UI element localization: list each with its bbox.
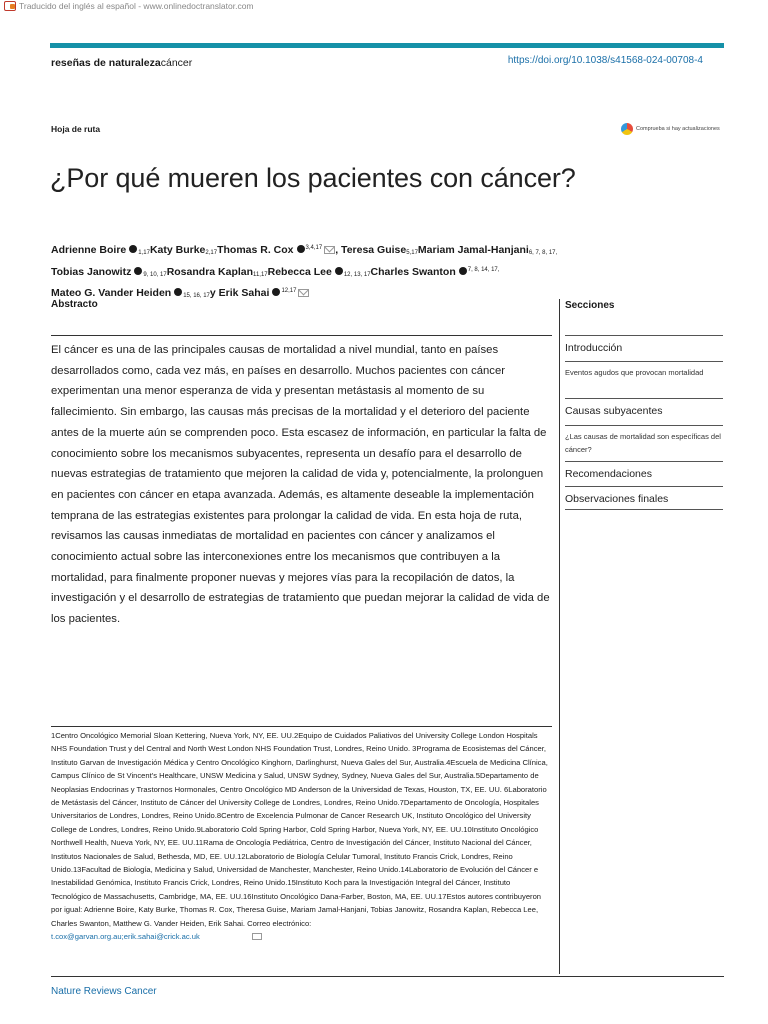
section-link[interactable]: Eventos agudos que provocan mortalidad xyxy=(565,361,723,398)
author-affiliation: 2,17 xyxy=(205,250,218,256)
orcid-icon[interactable] xyxy=(272,288,280,296)
author-name[interactable]: Adrienne Boire xyxy=(51,244,127,256)
section-link[interactable]: Introducción xyxy=(565,335,723,361)
author-name[interactable]: Katy Burke xyxy=(149,244,206,256)
column-divider xyxy=(559,299,560,974)
section-link[interactable]: Causas subyacentes xyxy=(565,398,723,425)
author-affiliation: 9, 10, 17 xyxy=(143,271,167,278)
author-name[interactable]: y Erik Sahai xyxy=(209,287,270,299)
author-name[interactable]: Rosandra Kaplan xyxy=(166,265,254,278)
updates-label: Comprueba si hay actualizaciones xyxy=(636,126,720,132)
footnote-divider xyxy=(51,726,552,727)
author-name[interactable]: Charles Swanton xyxy=(370,265,456,278)
orcid-icon[interactable] xyxy=(134,267,142,275)
orcid-icon[interactable] xyxy=(174,288,182,296)
author-affiliation: 15, 16, 17 xyxy=(183,293,210,299)
sections-heading: Secciones xyxy=(565,300,615,311)
author-name[interactable]: , Teresa Guise xyxy=(335,244,407,256)
author-affiliation: 7, 8, 14, 17, xyxy=(467,266,500,273)
doi-link[interactable]: https://doi.org/10.1038/s41568-024-00708-4 xyxy=(507,55,703,66)
abstract-text: El cáncer es una de las principales causas de mortalidad a nivel mundial, tanto en países desarrollados como, cada vez más, en países en desarrollo. Muchos pacientes con cáncer experimentan una menor esperanza de vida y presentan metástasis al momento de su fallecimiento. Sin embargo, las causas más precisas de la mortalidad y el deterioro del paciente antes de la muerte aún se comprenden poco. Esta escasez de información, en particular la falta de conocimiento sobre los mecanismos subyacentes, representa un desafío para el desarrollo de nuevas estrategias de tratamiento que mejoren la calidad de vida y, potencialmente, la prolonguen en pacientes con cáncer en etapa avanzada. Además, es altamente deseable la implementación temprana de las estrategias existentes para prolongar la calidad de vida. En esta hoja de ruta, revisamos las causas inmediatas de mortalidad en pacientes con cáncer y analizamos el conocimiento actual sobre las interconexiones entre los mecanismos que contribuyen a la mortalidad, para finalmente proponer nuevas y mejores vías para la recopilación de datos, la investigación y el desarrollo de estrategias de tratamiento que puedan mejorar la calidad de vida de los pacientes. xyxy=(51,344,550,626)
orcid-icon[interactable] xyxy=(335,267,343,275)
mail-icon[interactable] xyxy=(252,933,262,940)
author-name[interactable]: Rebecca Lee xyxy=(267,265,332,278)
section-link[interactable]: Recomendaciones xyxy=(565,461,723,486)
sections-nav xyxy=(565,335,723,510)
orcid-icon[interactable] xyxy=(459,267,467,275)
affiliations-footnote xyxy=(51,729,551,944)
orcid-icon[interactable] xyxy=(297,245,305,253)
footer-divider xyxy=(51,976,724,977)
updates-icon xyxy=(621,123,633,135)
author-name[interactable]: Mariam Jamal-Hanjani xyxy=(417,244,529,256)
author-affiliation: 5,17 xyxy=(406,250,418,256)
affiliations-text: 1Centro Oncológico Memorial Sloan Kettering, Nueva York, NY, EE. UU.2Equipo de Cuidados Paliativos del University College London Hospitals NHS Foundation Trust y del Central and North West London NHS Foundation Trust, Londres, Reino Unido. 3Programa de Ecosistemas del Cáncer, Instituto Garvan de Investigación Médica y Centro Oncológico Kinghorn, Darlinghurst, Nueva Gales del Sur, Australia.4Escuela de Medicina Clínica, Campus Clínico de St Vincent's Healthcare, UNSW Medicina y Salud, UNSW Sydney, Sydney, Nueva Gales del Sur, Australia.5Departamento de Neoplasias Endocrinas y Trastornos Hormonales, Centro Oncológico MD Anderson de la Universidad de Texas, Houston, TX, EE. UU. 6Laboratorio de Metástasis del Cáncer, Instituto de Cáncer del University College de Londres, Londres, Reino Unido.7Departamento de Oncología, Hospitales Universitarios de Londres, Londres, Reino Unido.8Centro de Excelencia Pulmonar de Cancer Research UK, Instituto Oncológico del University College de Londres, Londres, Reino Unido.9Laboratorio Cold Spring Harbor, Cold Spring Harbor, Nueva York, NY, EE. UU.10Instituto Oncológico Northwell Health, Nueva York, NY, EE. UU.11Rama de Oncología Pediátrica, Centro de Investigación del Cáncer, Instituto Nacional del Cáncer, Institutos Nacionales de Salud, Bethesda, MD, EE. UU.12Laboratorio de Biología Celular Tumoral, Instituto Francis Crick, Londres, Reino Unido.13Facultad de Biología, Medicina y Salud, Universidad de Manchester, Manchester, Reino Unido.14Laboratorio de Evolución del Cáncer e Inestabilidad Genómica, Instituto Francis Crick, Londres, Reino Unido.15Instituto Koch para la Investigación Integral del Cáncer, Instituto Tecnológico de Massachusetts, Cambridge, MA, EE. UU.16Instituto Oncológico Dana-Farber, Boston, MA, EE. UU.17Estos autores contribuyeron por igual: Adrienne Boire, Katy Burke, Thomas R. Cox, Theresa Guise, Mariam Jamal-Hanjani, Tobias Janowitz, Rosandra Kaplan, Rebecca Lee, Charles Swanton, Matthew G. Vander Heiden, Erik Sahai. Correo electrónico: xyxy=(51,731,548,928)
translator-icon xyxy=(4,1,16,11)
author-affiliation: 3,4,17 xyxy=(305,245,323,251)
article-type: Hoja de ruta xyxy=(51,124,101,134)
section-link[interactable]: ¿Las causas de mortalidad son específicas del cáncer? xyxy=(565,425,723,461)
footer-journal-link[interactable]: Nature Reviews Cancer xyxy=(51,986,157,997)
journal-name-bold: reseñas de naturaleza xyxy=(51,57,161,69)
author-name[interactable]: Thomas R. Cox xyxy=(217,244,294,256)
header-accent-bar xyxy=(50,43,724,48)
abstract-divider xyxy=(51,335,552,336)
author-affiliation: 12,17 xyxy=(281,288,297,294)
journal-name-rest: cáncer xyxy=(160,57,193,69)
author-affiliation: 11,17 xyxy=(253,271,268,278)
mail-icon[interactable] xyxy=(298,289,309,297)
corresponding-emails[interactable]: t.cox@garvan.org.au;erik.sahai@crick.ac.uk xyxy=(51,932,200,942)
author-affiliation: 6, 7, 8, 17, xyxy=(528,250,558,256)
author-affiliation: 12, 13, 17 xyxy=(343,271,371,278)
author-name[interactable]: Tobias Janowitz xyxy=(51,265,132,278)
author-name[interactable]: Mateo G. Vander Heiden xyxy=(51,287,172,299)
abstract-heading: Abstracto xyxy=(51,299,98,310)
translator-banner[interactable] xyxy=(4,0,254,12)
journal-name xyxy=(51,57,192,69)
translator-text[interactable]: Traducido del inglés al español - www.onlinedoctranslator.com xyxy=(19,1,254,11)
author-list xyxy=(51,240,571,305)
author-affiliation: 1,17 xyxy=(138,250,150,256)
orcid-icon[interactable] xyxy=(129,245,137,253)
check-updates-button[interactable] xyxy=(621,123,720,135)
article-title: ¿Por qué mueren los pacientes con cáncer? xyxy=(50,163,576,193)
mail-icon[interactable] xyxy=(324,246,335,254)
section-link[interactable]: Observaciones finales xyxy=(565,486,723,510)
journal-header xyxy=(51,55,724,71)
